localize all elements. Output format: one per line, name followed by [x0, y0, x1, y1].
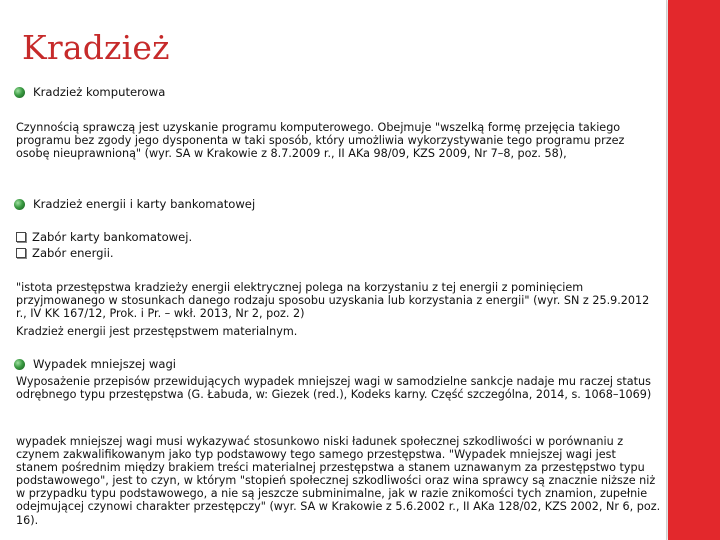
section-heading-computer-theft — [14, 85, 165, 99]
paragraph: Czynnością sprawczą jest uzyskanie programu komputerowego. Obejmuje "wszelką formę przejęcia takiego programu bez zgody jego dysponenta w taki sposób, który umożliwia wykorzystywanie tego programu przez osobę nieuprawnioną" (wyr. SA w Krakowie z 8.7.2009 r., II AKa 98/09, KZS 2009, Nr 7–8, poz. 58), — [16, 121, 625, 161]
paragraph: Wyposażenie przepisów przewidujących wypadek mniejszej wagi w samodzielne sankcje nadaje mu raczej status odrębnego typu przestępstwa (G. Łabuda, w: Giezek (red.), Kodeks karny. Część szczególna, 2014, s. 1068–1069) — [16, 375, 652, 402]
list-item — [16, 246, 114, 260]
green-bullet-icon — [14, 199, 25, 210]
green-bullet-icon — [14, 359, 25, 370]
green-bullet-icon — [14, 87, 25, 98]
list-item-label: Zabór energii. — [32, 246, 114, 260]
section-heading-label: Kradzież energii i karty bankomatowej — [33, 197, 256, 211]
accent-bar — [668, 0, 720, 540]
checkbox-bullet-icon — [16, 232, 26, 242]
section-heading-energy-theft — [14, 197, 255, 211]
slide-title: Kradzież — [22, 28, 170, 67]
section-heading-label: Wypadek mniejszej wagi — [33, 357, 177, 371]
section-heading-minor-case — [14, 357, 176, 371]
checkbox-bullet-icon — [16, 248, 26, 258]
list-item — [16, 230, 192, 244]
paragraph: wypadek mniejszej wagi musi wykazywać stosunkowo niski ładunek społecznej szkodliwości w porównaniu z czynem zakwalifikowanym jako typ podstawowy tego samego przestępstwa. "Wypadek mniejszej wagi jest stanem pośrednim między brakiem treści materialnej przestępstwa a stanem uznawanym za przestępstwo typu podstawowego", jest to czyn, w którym "stopień społecznej szkodliwości oraz wina sprawcy są znacznie niższe niż w przypadku typu podstawowego, a nie są jeszcze subminimalne, jak w razie znikomości tych znamion, zupełnie odejmującej czynowi charakter przestępczy" (wyr. SA w Krakowie z 5.6.2002 r., II AKa 128/02, KZS 2002, Nr 6, poz. 16). — [16, 435, 661, 527]
list-item-label: Zabór karty bankomatowej. — [32, 230, 193, 244]
paragraph: "istota przestępstwa kradzieży energii elektrycznej polega na korzystaniu z tej energii z pominięciem przyjmowanego w stosunkach danego rodzaju sposobu uzyskania lub korzystania z energii" (wyr. SN z 25.9.2012 r., IV KK 167/12, Prok. i Pr. – wkł. 2013, Nr 2, poz. 2) — [16, 281, 650, 321]
paragraph: Kradzież energii jest przestępstwem materialnym. — [16, 325, 298, 338]
section-heading-label: Kradzież komputerowa — [33, 85, 166, 99]
